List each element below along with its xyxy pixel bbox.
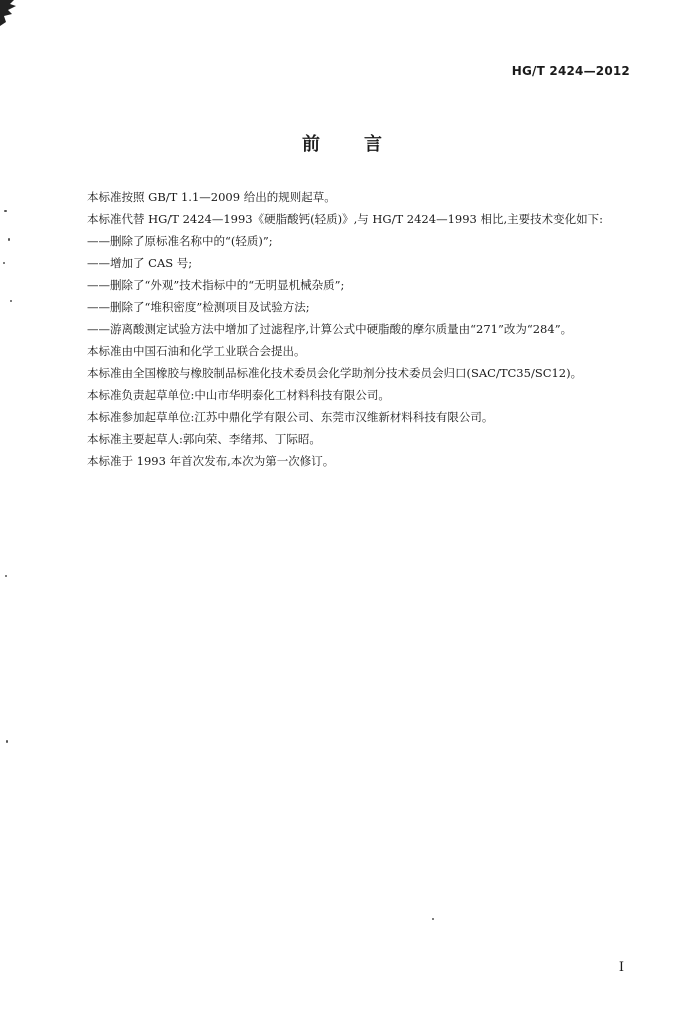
paragraph-drafting-rules: 本标准按照 GB/T 1.1—2009 给出的规则起草。 (87, 190, 336, 204)
paragraph-main-drafters: 本标准主要起草人:郭向荣、李绪邦、丁际昭。 (87, 432, 321, 446)
paragraph-technical-committee: 本标准由全国橡胶与橡胶制品标准化技术委员会化学助剂分技术委员会归口(SAC/TC35/SC12)。 (87, 366, 583, 380)
foreword-body (64, 186, 632, 472)
paragraph-responsible-drafter: 本标准负责起草单位:中山市华明泰化工材料科技有限公司。 (87, 388, 390, 402)
change-item: ——增加了 CAS 号; (87, 256, 193, 270)
change-item: ——游离酸测定试验方法中增加了过滤程序,计算公式中硬脂酸的摩尔质量由“271”改为“284”。 (87, 322, 573, 336)
standard-code: HG/T 2424—2012 (511, 64, 630, 78)
change-item: ——删除了原标准名称中的“(轻质)”; (87, 234, 273, 248)
scan-speck (5, 575, 7, 577)
page-number: I (618, 960, 624, 975)
scan-speck (432, 918, 434, 920)
paragraph-replacement: 本标准代替 HG/T 2424—1993《硬脂酸钙(轻质)》,与 HG/T 2424—1993 相比,主要技术变化如下: (87, 212, 604, 226)
scan-speck (8, 238, 10, 241)
scan-speck (3, 262, 5, 264)
paragraph-participating-drafters: 本标准参加起草单位:江苏中鼎化学有限公司、东莞市汉维新材料科技有限公司。 (87, 410, 494, 424)
paragraph-proposer: 本标准由中国石油和化学工业联合会提出。 (87, 344, 306, 358)
change-item: ——删除了“堆积密度”检测项目及试验方法; (87, 300, 310, 314)
paragraph-history: 本标准于 1993 年首次发布,本次为第一次修订。 (87, 454, 335, 468)
scan-speck (4, 210, 7, 212)
scan-speck (6, 740, 8, 743)
scan-corner-artifact (0, 0, 22, 26)
scan-speck (10, 300, 12, 302)
change-item: ——删除了“外观”技术指标中的“无明显机械杂质”; (87, 278, 345, 292)
page-title: 前言 (302, 134, 426, 155)
